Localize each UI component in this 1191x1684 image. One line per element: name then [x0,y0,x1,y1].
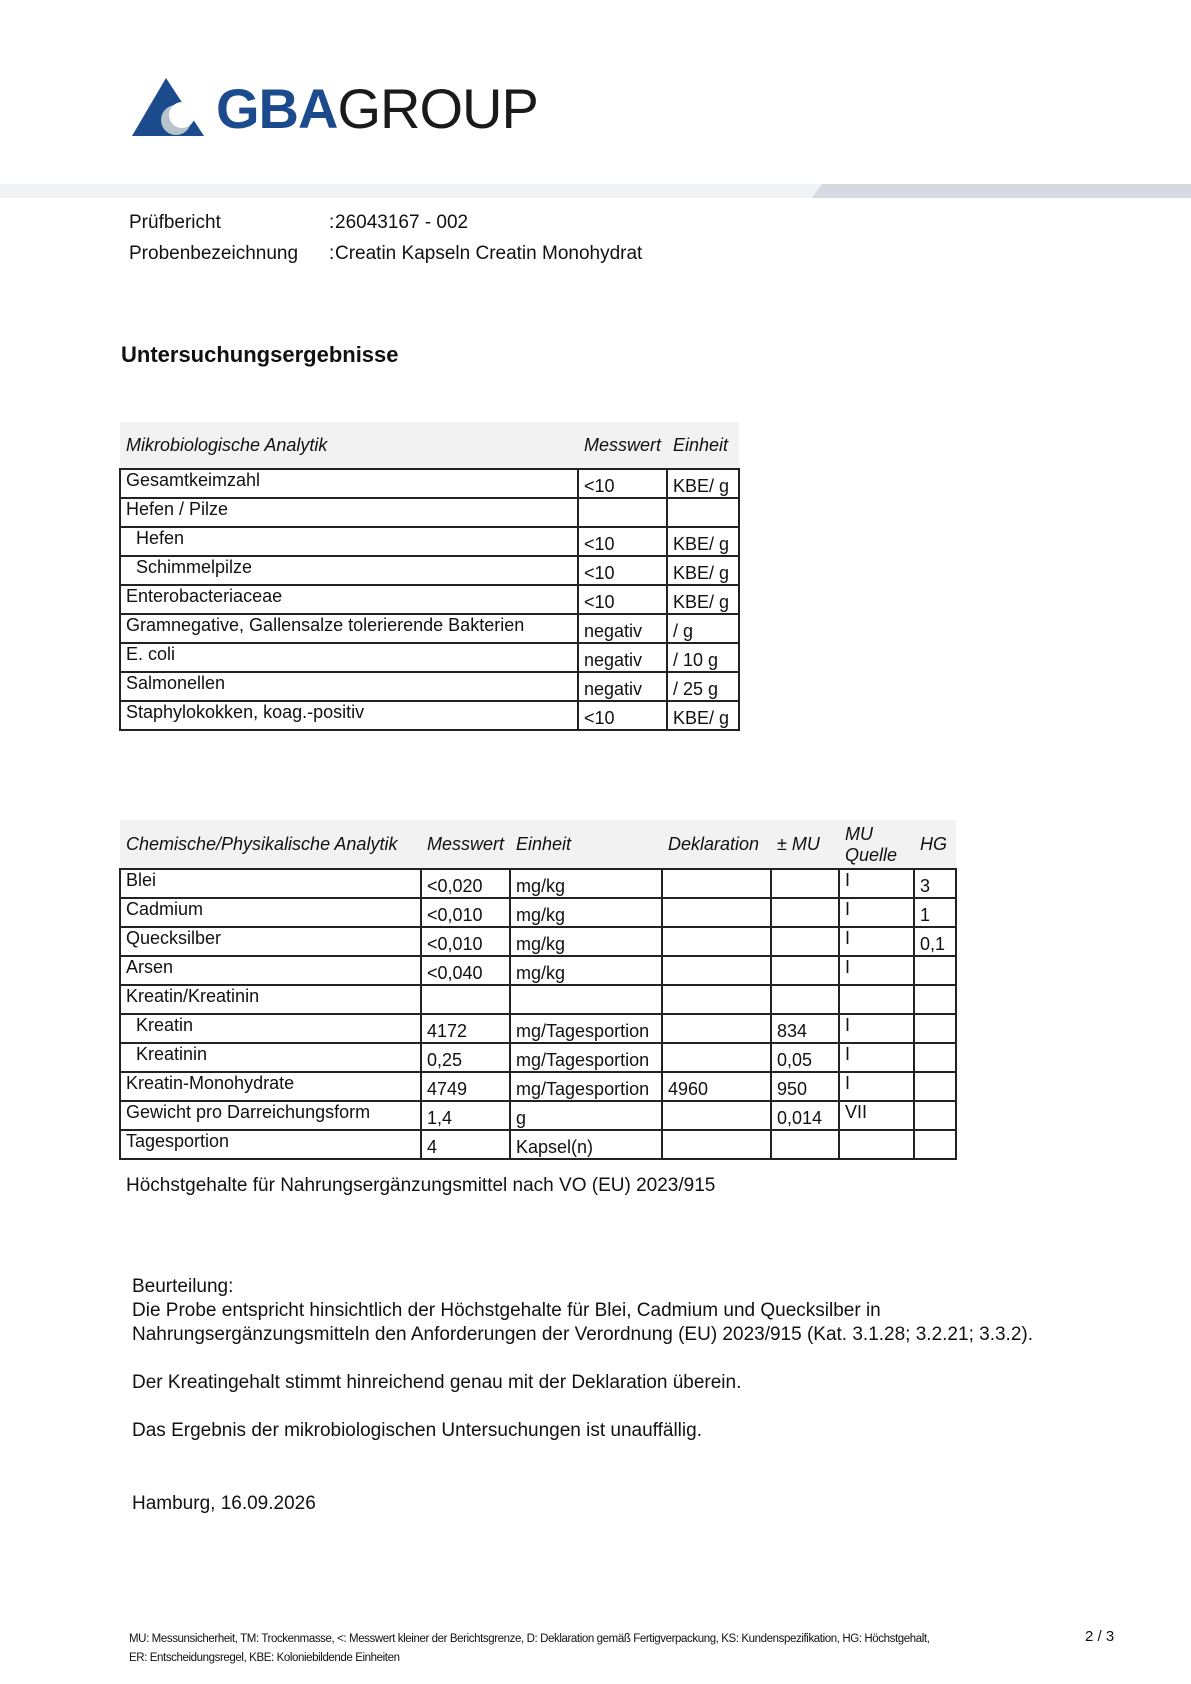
chem-cell-name: Kreatinin [120,1043,421,1072]
chem-cell-mu [771,1130,839,1159]
chem-cell-src: I [839,927,914,956]
chem-cell-unit: mg/Tagesportion [510,1014,662,1043]
chem-cell-value: <0,020 [421,869,510,898]
footer-legend [129,1630,989,1668]
chem-row [120,869,956,898]
chem-row [120,1043,956,1072]
chem-cell-decl: 4960 [662,1072,771,1101]
chem-cell-decl [662,898,771,927]
chem-cell-value: 1,4 [421,1101,510,1130]
chem-header-mu-source-2: Quelle [845,845,898,865]
assessment [132,1275,1092,1467]
footer-line-2: ER: Entscheidungsregel, KBE: Koloniebildende Einheiten [129,1652,400,1664]
micro-cell-value [578,498,667,527]
chem-cell-decl [662,1101,771,1130]
chem-cell-unit: mg/Tagesportion [510,1043,662,1072]
chem-cell-src [839,1130,914,1159]
chem-cell-value: 4 [421,1130,510,1159]
micro-row [120,527,739,556]
micro-header-unit: Einheit [667,422,739,469]
sample-name-label: Probenbezeichnung [129,243,299,264]
micro-cell-value: <10 [578,527,667,556]
chem-cell-decl [662,985,771,1014]
sample-name-value: Creatin Kapseln Creatin Monohydrat [335,243,643,264]
legal-note: Höchstgehalte für Nahrungsergänzungsmittel nach VO (EU) 2023/915 [126,1175,716,1196]
chem-cell-value: <0,040 [421,956,510,985]
report-meta [129,207,642,269]
micro-cell-value: <10 [578,556,667,585]
micro-row [120,585,739,614]
micro-row [120,643,739,672]
chem-cell-name: Blei [120,869,421,898]
chem-header-name: Chemische/Physikalische Analytik [120,820,421,869]
colon: : [329,212,335,233]
micro-row [120,469,739,498]
micro-cell-name: Hefen [120,527,578,556]
chem-header-row [120,820,956,869]
chem-row [120,1101,956,1130]
chem-cell-name: Cadmium [120,898,421,927]
chem-cell-mu: 0,05 [771,1043,839,1072]
chem-cell-name: Tagesportion [120,1130,421,1159]
micro-header-name: Mikrobiologische Analytik [120,422,578,469]
chem-header-value: Messwert [421,820,510,869]
chem-cell-src [839,985,914,1014]
header-band-dark [812,184,1191,198]
chem-header-unit: Einheit [510,820,662,869]
micro-row [120,498,739,527]
micro-row [120,614,739,643]
assessment-paragraph-1: Die Probe entspricht hinsichtlich der Höchstgehalte für Blei, Cadmium und Quecksilber in Nahrungsergänzungsmitteln den Anforderungen der Verordnung (EU) 2023/915 (Kat. 3.1.28; 3.2.21; 3.3.2). [132,1300,1033,1345]
chem-row [120,1014,956,1043]
micro-cell-name: Staphylokokken, koag.-positiv [120,701,578,730]
chem-cell-decl [662,1130,771,1159]
logo-wordmark [216,76,538,142]
micro-cell-unit: KBE/ g [667,469,739,498]
chem-cell-src: I [839,1072,914,1101]
chem-cell-name: Kreatin [120,1014,421,1043]
assessment-paragraph-2: Der Kreatingehalt stimmt hinreichend genau mit der Deklaration überein. [132,1372,742,1393]
logo-gba: GBA [216,77,338,140]
chem-cell-mu [771,898,839,927]
chem-cell-decl [662,956,771,985]
chem-cell-hg [914,1014,956,1043]
chem-cell-src: I [839,898,914,927]
micro-cell-value: <10 [578,701,667,730]
chem-cell-value: 4172 [421,1014,510,1043]
micro-cell-value: negativ [578,643,667,672]
micro-cell-unit: KBE/ g [667,585,739,614]
chem-cell-mu [771,869,839,898]
micro-cell-name: Salmonellen [120,672,578,701]
chem-cell-value: 4749 [421,1072,510,1101]
chem-cell-name: Arsen [120,956,421,985]
chem-cell-name: Quecksilber [120,927,421,956]
report-number-value: 26043167 - 002 [335,212,469,233]
report-number-row [129,207,642,238]
header-band-light [0,184,820,198]
chem-cell-hg [914,956,956,985]
micro-header-value: Messwert [578,422,667,469]
chem-cell-mu: 0,014 [771,1101,839,1130]
chem-cell-unit: Kapsel(n) [510,1130,662,1159]
chem-cell-name: Kreatin-Monohydrate [120,1072,421,1101]
micro-cell-name: Enterobacteriaceae [120,585,578,614]
chem-cell-unit: mg/kg [510,869,662,898]
micro-cell-unit: / 10 g [667,643,739,672]
logo-group: GROUP [337,77,538,140]
chem-cell-hg [914,1101,956,1130]
chem-cell-src: I [839,1014,914,1043]
micro-cell-unit: KBE/ g [667,556,739,585]
micro-cell-name: Schimmelpilze [120,556,578,585]
chem-cell-value [421,985,510,1014]
chem-cell-decl [662,869,771,898]
micro-row [120,672,739,701]
micro-cell-unit [667,498,739,527]
chem-cell-mu: 834 [771,1014,839,1043]
micro-cell-value: <10 [578,585,667,614]
sample-name-row [129,238,642,269]
chem-header-declaration: Deklaration [662,820,771,869]
chem-cell-src: I [839,869,914,898]
chem-cell-hg [914,985,956,1014]
micro-table [119,422,740,731]
micro-row [120,701,739,730]
assessment-paragraph-3: Das Ergebnis der mikrobiologischen Untersuchungen ist unauffällig. [132,1420,702,1441]
page-number: 2 / 3 [1085,1628,1115,1645]
footer-line-1: MU: Messunsicherheit, TM: Trockenmasse, <: Messwert kleiner der Berichtsgrenze, D: Deklaration gemäß Fertigverpackung, KS: Kundenspezifikation, HG: Höchstgehalt, [129,1633,930,1645]
chem-cell-hg [914,1072,956,1101]
chem-cell-value: <0,010 [421,898,510,927]
chem-cell-value: <0,010 [421,927,510,956]
chem-row [120,1130,956,1159]
chem-header-hg: HG [914,820,956,869]
chem-row [120,956,956,985]
chem-cell-value: 0,25 [421,1043,510,1072]
micro-cell-unit: KBE/ g [667,701,739,730]
micro-cell-value: negativ [578,672,667,701]
chem-cell-unit: mg/kg [510,956,662,985]
chem-cell-name: Kreatin/Kreatinin [120,985,421,1014]
section-title: Untersuchungsergebnisse [121,342,399,367]
chem-cell-hg [914,1043,956,1072]
micro-cell-value: <10 [578,469,667,498]
chem-cell-unit [510,985,662,1014]
micro-cell-name: Gesamtkeimzahl [120,469,578,498]
chem-cell-src: I [839,1043,914,1072]
micro-cell-name: E. coli [120,643,578,672]
chem-header-mu: ± MU [771,820,839,869]
chem-cell-hg: 3 [914,869,956,898]
chem-cell-decl [662,1043,771,1072]
assessment-heading: Beurteilung: [132,1276,234,1297]
place-date: Hamburg, 16.09.2026 [132,1493,316,1514]
chem-header-mu-source-1: MU [845,824,874,844]
chem-cell-src: VII [839,1101,914,1130]
chem-row [120,985,956,1014]
colon: : [329,243,335,264]
chem-cell-hg: 0,1 [914,927,956,956]
chem-cell-mu [771,927,839,956]
chem-cell-hg: 1 [914,898,956,927]
chem-cell-decl [662,1014,771,1043]
chem-cell-unit: mg/Tagesportion [510,1072,662,1101]
chem-row [120,1072,956,1101]
chem-cell-unit: g [510,1101,662,1130]
chem-cell-name: Gewicht pro Darreichungsform [120,1101,421,1130]
micro-cell-value: negativ [578,614,667,643]
micro-cell-unit: / 25 g [667,672,739,701]
chem-cell-hg [914,1130,956,1159]
chem-cell-src: I [839,956,914,985]
micro-cell-unit: KBE/ g [667,527,739,556]
micro-row [120,556,739,585]
chem-cell-mu [771,985,839,1014]
chem-row [120,927,956,956]
chem-cell-mu: 950 [771,1072,839,1101]
micro-cell-name: Gramnegative, Gallensalze tolerierende Bakterien [120,614,578,643]
gba-group-logo [132,78,562,144]
chem-cell-decl [662,927,771,956]
micro-cell-name: Hefen / Pilze [120,498,578,527]
chem-table [119,820,957,1160]
micro-header-row [120,422,739,469]
chem-cell-mu [771,956,839,985]
micro-cell-unit: / g [667,614,739,643]
gba-triangle-icon [132,78,204,140]
chem-cell-unit: mg/kg [510,927,662,956]
chem-row [120,898,956,927]
chem-header-mu-source [839,820,914,869]
report-number-label: Prüfbericht [129,212,221,233]
chem-cell-unit: mg/kg [510,898,662,927]
